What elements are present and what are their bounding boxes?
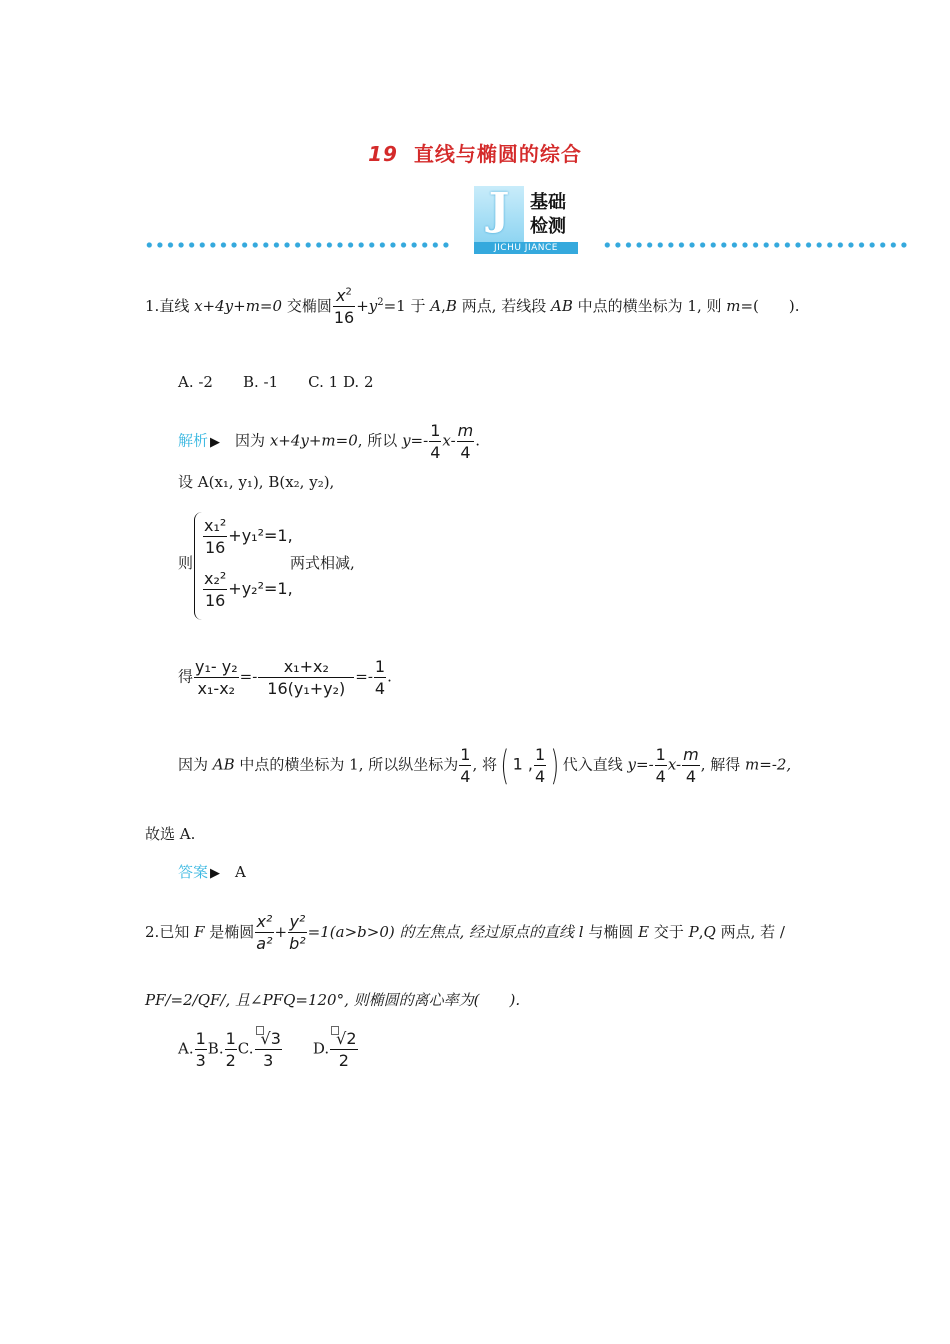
- section-logo: [474, 186, 578, 254]
- fraction-sum: $\frac{\text{x₁+x₂}}{\text{16(y₁+y₂)}}$: [258, 656, 354, 699]
- solution-1-conclusion: 故选 A.: [145, 825, 196, 843]
- question-1: 1.直线 x+4y+m=0 交椭圆 $\frac{x^2}{16}$ $+y^2=1$ 于 A,B 两点, 若线段 AB 中点的横坐标为 1, 则 m=( ).: [145, 286, 800, 327]
- solution-1-line-2: 设 A(x₁, y₁), B(x₂, y₂),: [178, 473, 335, 491]
- dotted-divider-left: [144, 242, 450, 248]
- question-2: 2.已知 F 是椭圆 $\frac{\text{x²}}{\text{a²}}$ + $\frac{\text{y²}}{\text{b²}}$ =1(a>b>0) 的左焦点, 经过原点的直线 l 与椭圆 E 交于 P,Q 两点, 若 /: [145, 912, 785, 953]
- logo-english: JICHU JIANCE: [474, 242, 578, 254]
- logo-label-1: 基础: [530, 192, 566, 213]
- daan-tag: 答案: [178, 863, 209, 881]
- solution-1-line-5: 因为 AB 中点的横坐标为 1, 所以纵坐标为 $\frac{1}{4}$ , 将( 1 , $\frac{1}{4}$ ) 代入直线 y=- $\frac{1}{4}$ x- $\frac{m}{4}$ , 解得 m=-2,: [178, 742, 792, 789]
- fraction-dy-dx: $\frac{\text{y₁- y₂}}{\text{x₁-x₂}}$: [195, 657, 238, 698]
- ze-label: 则: [178, 554, 194, 572]
- system-eq-1: $\frac{\text{x₁²}}{16}$ +y₁²=1,: [204, 516, 293, 557]
- question-2-options: A. $\frac{1}{3}$ B. $\frac{1}{2}$ C. $\frac{√3}{3}$ D. $\frac{√2}{2}$: [178, 1028, 359, 1071]
- fraction-1-4: $\frac{1}{4}$: [430, 421, 441, 462]
- logo-label-2: 检测: [530, 216, 566, 237]
- solution-1-line-4: 得 $\frac{\text{y₁- y₂}}{\text{x₁-x₂}}$ =- $\frac{\text{x₁+x₂}}{\text{16(y₁+y₂)}}$ =- $\frac{1}{4}$ .: [178, 657, 392, 698]
- triangle-icon: ▶: [210, 866, 221, 881]
- solution-1-line-1: 解析 ▶ 因为 x+4y+m=0, 所以 y=- $\frac{1}{4}$ x- $\frac{m}{4}$ .: [178, 421, 481, 462]
- system-eq-2: $\frac{\text{x₂²}}{16}$ +y₂²=1,: [204, 569, 293, 610]
- dotted-divider-right: [602, 242, 910, 248]
- fraction-x2-16: $\frac{x^2}{16}$: [333, 286, 355, 327]
- question-1-options: A. -2 B. -1 C. 1 D. 2: [178, 373, 374, 391]
- question-2-line-2: PF/=2/QF/, 且∠PFQ=120°, 则椭圆的离心率为( ).: [145, 991, 521, 1009]
- jiexi-tag: 解析: [178, 431, 209, 450]
- triangle-icon: ▶: [210, 434, 221, 450]
- fraction-m-4: $\frac{m}{4}$: [457, 421, 474, 462]
- logo-badge: J: [474, 186, 524, 242]
- page-title: 19 直线与椭圆的综合: [368, 142, 582, 166]
- subtract-note: 两式相减,: [290, 554, 355, 572]
- answer-1: 答案 ▶ A: [178, 862, 246, 884]
